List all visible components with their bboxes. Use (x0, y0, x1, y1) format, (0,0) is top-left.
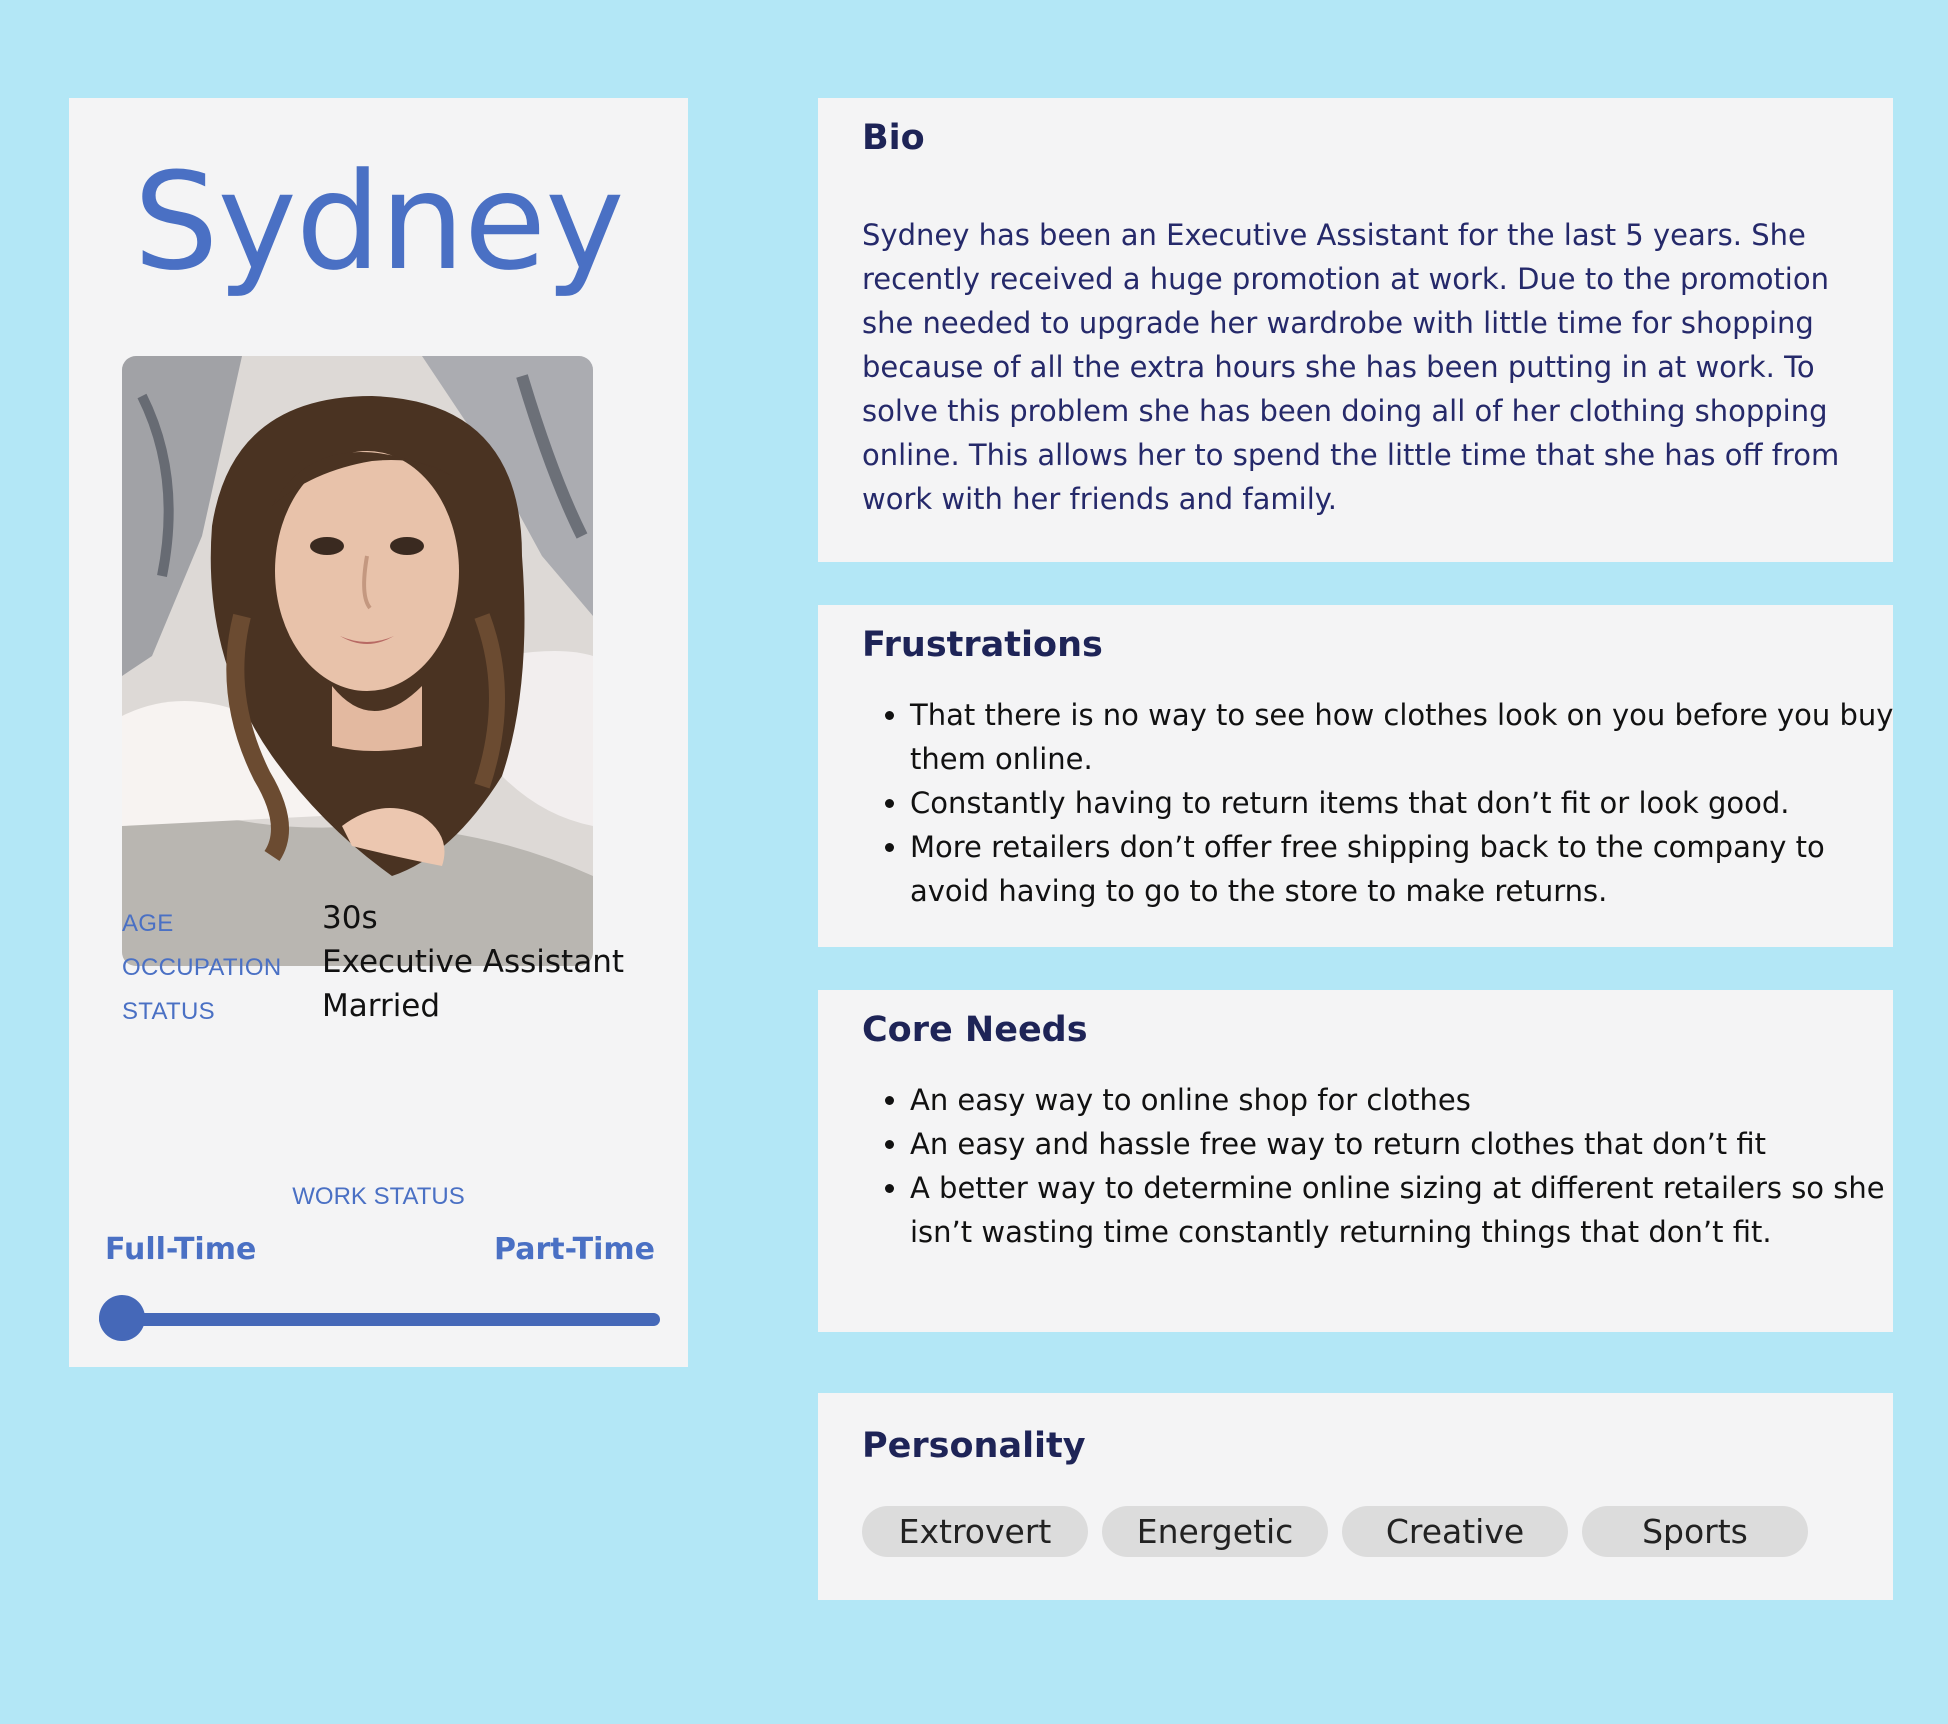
core-needs-title: Core Needs (862, 1010, 1088, 1050)
core-needs-list (862, 1078, 1910, 1254)
personality-tag: Extrovert (862, 1506, 1088, 1557)
age-label: AGE (122, 910, 174, 937)
list-item: • A better way to determine online sizing at different retailers so she isn’t wasting time constantly returning things that don’t fit. (910, 1166, 1910, 1254)
frustrations-title: Frustrations (862, 625, 1103, 665)
personality-card (818, 1393, 1893, 1600)
personality-tag: Sports (1582, 1506, 1808, 1557)
occupation-label: OCCUPATION (122, 954, 282, 981)
list-item: • That there is no way to see how clothes look on you before you buy them online. (910, 693, 1910, 781)
info-row-age (122, 900, 682, 940)
persona-photo (122, 356, 593, 966)
work-status-slider-thumb[interactable] (99, 1295, 145, 1341)
frustrations-card (818, 605, 1893, 947)
list-item: • More retailers don’t offer free shipping back to the company to avoid having to go to the store to make returns. (910, 825, 1910, 913)
age-value: 30s (322, 900, 378, 936)
profile-card (69, 98, 688, 1367)
core-needs-card (818, 990, 1893, 1332)
status-label: STATUS (122, 998, 215, 1025)
info-row-occupation (122, 944, 682, 984)
bio-text: Sydney has been an Executive Assistant for the last 5 years. She recently received a huge promotion at work. Due to the promotion she needed to upgrade her wardrobe with little time for shopping because of all the extra hours she has been putting in at work. To solve this problem she has been doing all of her clothing shopping online. This allows her to spend the little time that she has off from work with her friends and family. (862, 218, 1840, 516)
personality-title: Personality (862, 1426, 1086, 1466)
status-value: Married (322, 988, 441, 1024)
bio-title: Bio (862, 118, 925, 158)
frustrations-list (862, 693, 1910, 913)
persona-name: Sydney (133, 144, 624, 300)
info-row-status (122, 988, 682, 1028)
work-status-part-time: Part-Time (494, 1232, 655, 1267)
list-item: • Constantly having to return items that don’t fit or look good. (910, 781, 1910, 825)
list-item: • An easy way to online shop for clothes (910, 1078, 1910, 1122)
work-status-slider-track (99, 1313, 660, 1326)
personality-tags (862, 1506, 1808, 1557)
work-status-label: WORK STATUS (292, 1183, 465, 1210)
occupation-value: Executive Assistant (322, 944, 625, 980)
work-status-full-time: Full-Time (105, 1232, 257, 1267)
list-item: • An easy and hassle free way to return clothes that don’t fit (910, 1122, 1910, 1166)
personality-tag: Creative (1342, 1506, 1568, 1557)
personality-tag: Energetic (1102, 1506, 1328, 1557)
bio-card (818, 98, 1893, 562)
